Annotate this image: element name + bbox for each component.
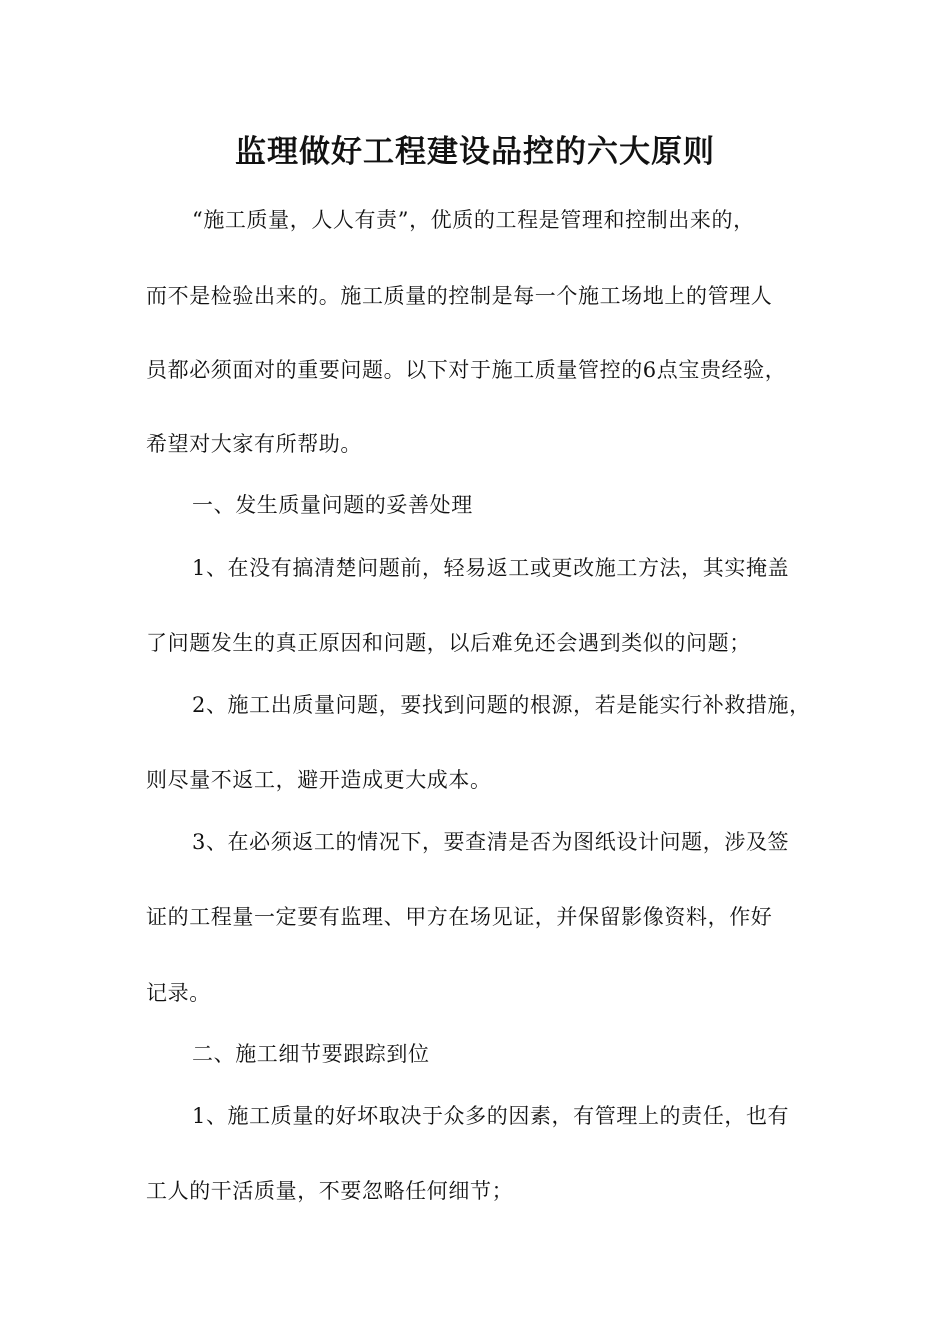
paragraph-line: 1、在没有搞清楚问题前，轻易返工或更改施工方法，其实掩盖 bbox=[192, 556, 790, 580]
paragraph-line: 记录。 bbox=[146, 981, 211, 1005]
section-heading: 一、发生质量问题的妥善处理 bbox=[192, 493, 473, 517]
paragraph-line: 工人的干活质量，不要忽略任何细节； bbox=[146, 1179, 514, 1203]
paragraph-line: 2、施工出质量问题，要找到问题的根源，若是能实行补救措施， bbox=[192, 693, 811, 717]
document-title: 监理做好工程建设品控的六大原则 bbox=[235, 134, 715, 170]
paragraph-line: 希望对大家有所帮助。 bbox=[146, 432, 362, 456]
paragraph-line: 3、在必须返工的情况下，要查清是否为图纸设计问题，涉及签 bbox=[192, 830, 790, 854]
paragraph-line: 则尽量不返工，避开造成更大成本。 bbox=[146, 768, 492, 792]
paragraph-line: “施工质量，人人有责”，优质的工程是管理和控制出来的， bbox=[192, 208, 755, 232]
paragraph-line: 证的工程量一定要有监理、甲方在场见证，并保留影像资料，作好 bbox=[146, 905, 773, 929]
paragraph-line: 员都必须面对的重要问题。以下对于施工质量管控的6点宝贵经验， bbox=[146, 358, 787, 382]
paragraph-line: 1、施工质量的好坏取决于众多的因素，有管理上的责任，也有 bbox=[192, 1104, 790, 1128]
paragraph-line: 而不是检验出来的。施工质量的控制是每一个施工场地上的管理人 bbox=[146, 284, 773, 308]
section-heading: 二、施工细节要跟踪到位 bbox=[192, 1042, 430, 1066]
paragraph-line: 了问题发生的真正原因和问题，以后难免还会遇到类似的问题； bbox=[146, 631, 751, 655]
